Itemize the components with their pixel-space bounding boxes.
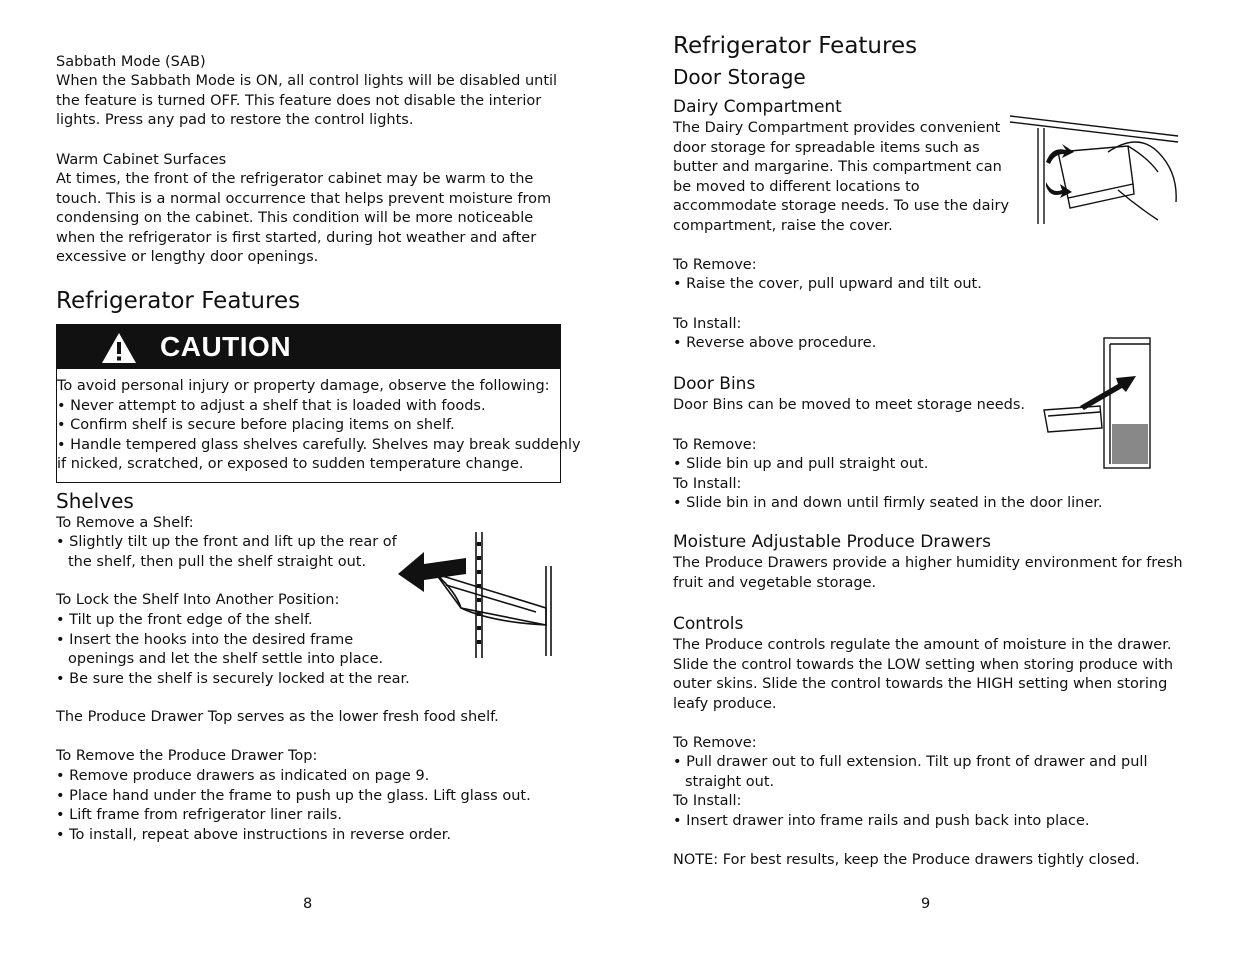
dairy-text: The Dairy Compartment provides convenient door storage for spreadable items such as butter and margarine. This compartment can be moved to different locations to accommodate storage needs. To use the dairy compartment, raise the cover. <box>673 120 1010 234</box>
warm-cabinet-heading: Warm Cabinet Surfaces <box>56 152 227 168</box>
dairy-remove-text: • Raise the cover, pull upward and tilt out. <box>673 276 982 292</box>
remove-produce-top-text: • Remove produce drawers as indicated on page 9. • Place hand under the frame to push up the glass. Lift glass out. • Lift frame from refrigerator liner rails. • To install, repeat above instructions in reverse order. <box>56 768 531 843</box>
dairy-remove-heading: To Remove: <box>673 257 757 273</box>
caution-text: To avoid personal injury or property damage, observe the following: • Never attempt to adjust a shelf that is loaded with foods. • Confirm shelf is secure before placing items on shelf. • Handle tempered glass shelves carefully. Shelves may break suddenly if nicked, scratched, or exposed to sudden temperature change. <box>57 378 581 472</box>
door-storage-heading: Door Storage <box>673 65 806 89</box>
lock-shelf-text: • Tilt up the front edge of the shelf. • Insert the hooks into the desired frame openings and let the shelf settle into place. • Be sure the shelf is securely locked at the rear. <box>56 612 410 687</box>
remove-shelf-heading: To Remove a Shelf: <box>56 515 194 531</box>
shelves-heading: Shelves <box>56 489 134 513</box>
controls-install-text: • Insert drawer into frame rails and push back into place. <box>673 813 1090 829</box>
right-page-title: Refrigerator Features <box>673 33 918 59</box>
produce-top-text: The Produce Drawer Top serves as the lower fresh food shelf. <box>56 709 499 725</box>
controls-text: The Produce controls regulate the amount of moisture in the drawer. Slide the control towards the LOW setting when storing produce with outer skins. Slide the control towards the HIGH setting when storing leafy produce. <box>673 637 1174 712</box>
produce-drawers-text: The Produce Drawers provide a higher humidity environment for fresh fruit and vegetable storage. <box>673 555 1183 591</box>
door-bins-text: Door Bins can be moved to meet storage needs. <box>673 397 1026 413</box>
controls-install-heading: To Install: <box>673 793 742 809</box>
caution-box <box>56 324 581 483</box>
dairy-install-heading: To Install: <box>673 316 742 332</box>
sabbath-text: When the Sabbath Mode is ON, all control lights will be disabled until the feature is turned OFF. This feature does not disable the interior lights. Press any pad to restore the control lights. <box>56 73 558 128</box>
warm-cabinet-text: At times, the front of the refrigerator cabinet may be warm to the touch. This is a normal occurrence that helps prevent moisture from condensing on the cabinet. This condition will be more noticeable when the refrigerator is first started, during hot weather and after excessive or lengthy door openings. <box>56 171 552 265</box>
shelf-removal-illustration <box>396 530 558 660</box>
dairy-install-text: • Reverse above procedure. <box>673 335 877 351</box>
produce-note: NOTE: For best results, keep the Produce drawers tightly closed. <box>673 852 1140 868</box>
dairy-compartment-illustration <box>1008 112 1180 228</box>
bins-remove-heading: To Remove: <box>673 437 757 453</box>
page-number-left: 8 <box>303 896 313 912</box>
door-bins-heading: Door Bins <box>673 374 756 394</box>
controls-remove-heading: To Remove: <box>673 735 757 751</box>
sabbath-heading: Sabbath Mode (SAB) <box>56 54 206 70</box>
dairy-heading: Dairy Compartment <box>673 97 842 117</box>
caution-banner <box>57 325 560 369</box>
caution-label: CAUTION <box>160 331 292 362</box>
controls-heading: Controls <box>673 614 744 634</box>
controls-remove-text: • Pull drawer out to full extension. Tilt up front of drawer and pull straight out. <box>673 754 1148 790</box>
door-bin-illustration <box>1040 336 1152 470</box>
remove-shelf-text: • Slightly tilt up the front and lift up the rear of the shelf, then pull the shelf straight out. <box>56 534 397 570</box>
bins-install-heading: To Install: <box>673 476 742 492</box>
remove-produce-top-heading: To Remove the Produce Drawer Top: <box>56 748 318 764</box>
bins-install-text: • Slide bin in and down until firmly seated in the door liner. <box>673 495 1103 511</box>
warning-triangle-icon <box>100 331 138 365</box>
bins-remove-text: • Slide bin up and pull straight out. <box>673 456 929 472</box>
left-page-title: Refrigerator Features <box>56 288 301 314</box>
lock-shelf-heading: To Lock the Shelf Into Another Position: <box>56 592 340 608</box>
page-number-right: 9 <box>921 896 931 912</box>
produce-drawers-heading: Moisture Adjustable Produce Drawers <box>673 532 991 552</box>
